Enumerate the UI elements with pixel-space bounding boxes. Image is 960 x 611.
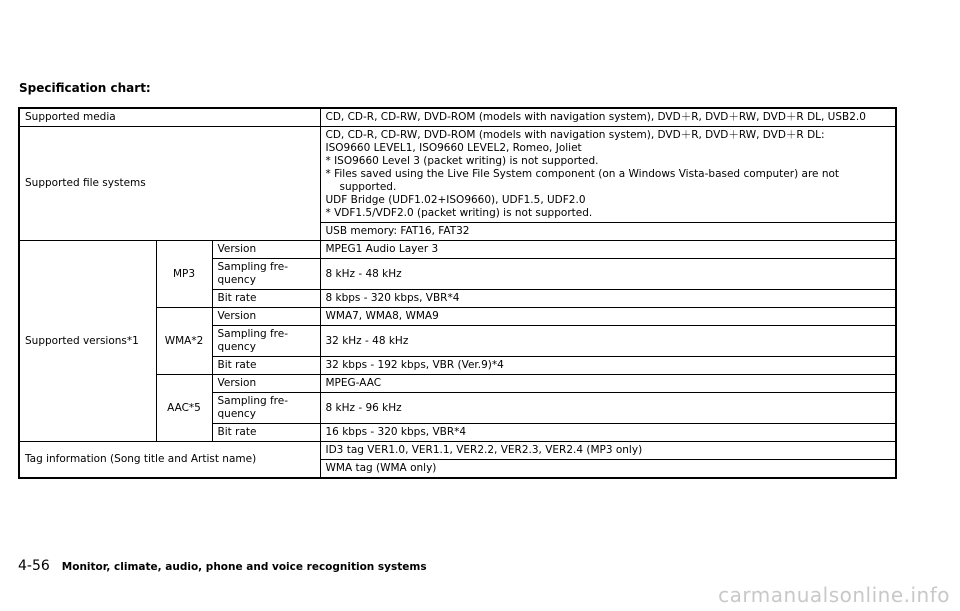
row-file-systems	[19, 127, 896, 223]
attr-value: 16 kbps - 320 kbps, VBR*4	[320, 424, 896, 442]
supported-media-label: Supported media	[19, 108, 320, 127]
row-supported-media	[19, 108, 896, 127]
fs-line: * VDF1.5/VDF2.0 (packet writing) is not supported.	[325, 207, 593, 219]
page-heading: Specification chart:	[19, 81, 151, 95]
fs-line: * Files saved using the Live File System component (on a Windows Vista-based computer) are not	[325, 168, 840, 180]
attr-value: 8 kHz - 96 kHz	[320, 393, 896, 424]
file-systems-label: Supported file systems	[19, 127, 320, 241]
spec-chart-table	[18, 107, 897, 479]
attr-label: Version	[212, 308, 320, 326]
attr-value: WMA7, WMA8, WMA9	[320, 308, 896, 326]
attr-label: Bit rate	[212, 357, 320, 375]
tag-info-label: Tag information (Song title and Artist name)	[19, 442, 320, 479]
section-title: Monitor, climate, audio, phone and voice recognition systems	[61, 561, 427, 573]
watermark: carmanualsonline.info	[718, 583, 950, 607]
attr-label: Version	[212, 241, 320, 259]
attr-label: Sampling fre- quency	[212, 259, 320, 290]
supported-versions-label: Supported versions*1	[19, 241, 156, 442]
attr-value: MPEG-AAC	[320, 375, 896, 393]
fs-line: CD, CD-R, CD-RW, DVD-ROM (models with navigation system), DVD＋R, DVD＋RW, DVD＋R DL:	[325, 129, 825, 141]
attr-label: Bit rate	[212, 424, 320, 442]
format-wma: WMA*2	[156, 308, 212, 375]
fs-line: supported.	[339, 181, 397, 193]
format-mp3: MP3	[156, 241, 212, 308]
tag-value: WMA tag (WMA only)	[320, 460, 896, 479]
page-number: 4-56	[18, 558, 50, 574]
attr-label: Sampling fre- quency	[212, 393, 320, 424]
format-aac: AAC*5	[156, 375, 212, 442]
attr-label: Version	[212, 375, 320, 393]
attr-value: 32 kHz - 48 kHz	[320, 326, 896, 357]
supported-media-value: CD, CD-R, CD-RW, DVD-ROM (models with navigation system), DVD＋R, DVD＋RW, DVD＋R DL, USB2.0	[320, 108, 896, 127]
tag-value: ID3 tag VER1.0, VER1.1, VER2.2, VER2.3, VER2.4 (MP3 only)	[320, 442, 896, 460]
attr-value: 8 kHz - 48 kHz	[320, 259, 896, 290]
file-systems-value	[320, 127, 896, 223]
page-footer	[18, 558, 427, 574]
attr-label: Bit rate	[212, 290, 320, 308]
row-tag-id3	[19, 442, 896, 460]
fs-line: * ISO9660 Level 3 (packet writing) is not supported.	[325, 155, 599, 167]
attr-value: 32 kbps - 192 kbps, VBR (Ver.9)*4	[320, 357, 896, 375]
fs-line: ISO9660 LEVEL1, ISO9660 LEVEL2, Romeo, Joliet	[325, 142, 582, 154]
attr-label: Sampling fre- quency	[212, 326, 320, 357]
attr-value: 8 kbps - 320 kbps, VBR*4	[320, 290, 896, 308]
usb-value: USB memory: FAT16, FAT32	[320, 223, 896, 241]
row-mp3-version	[19, 241, 896, 259]
attr-value: MPEG1 Audio Layer 3	[320, 241, 896, 259]
fs-line: UDF Bridge (UDF1.02+ISO9660), UDF1.5, UDF2.0	[325, 194, 586, 206]
